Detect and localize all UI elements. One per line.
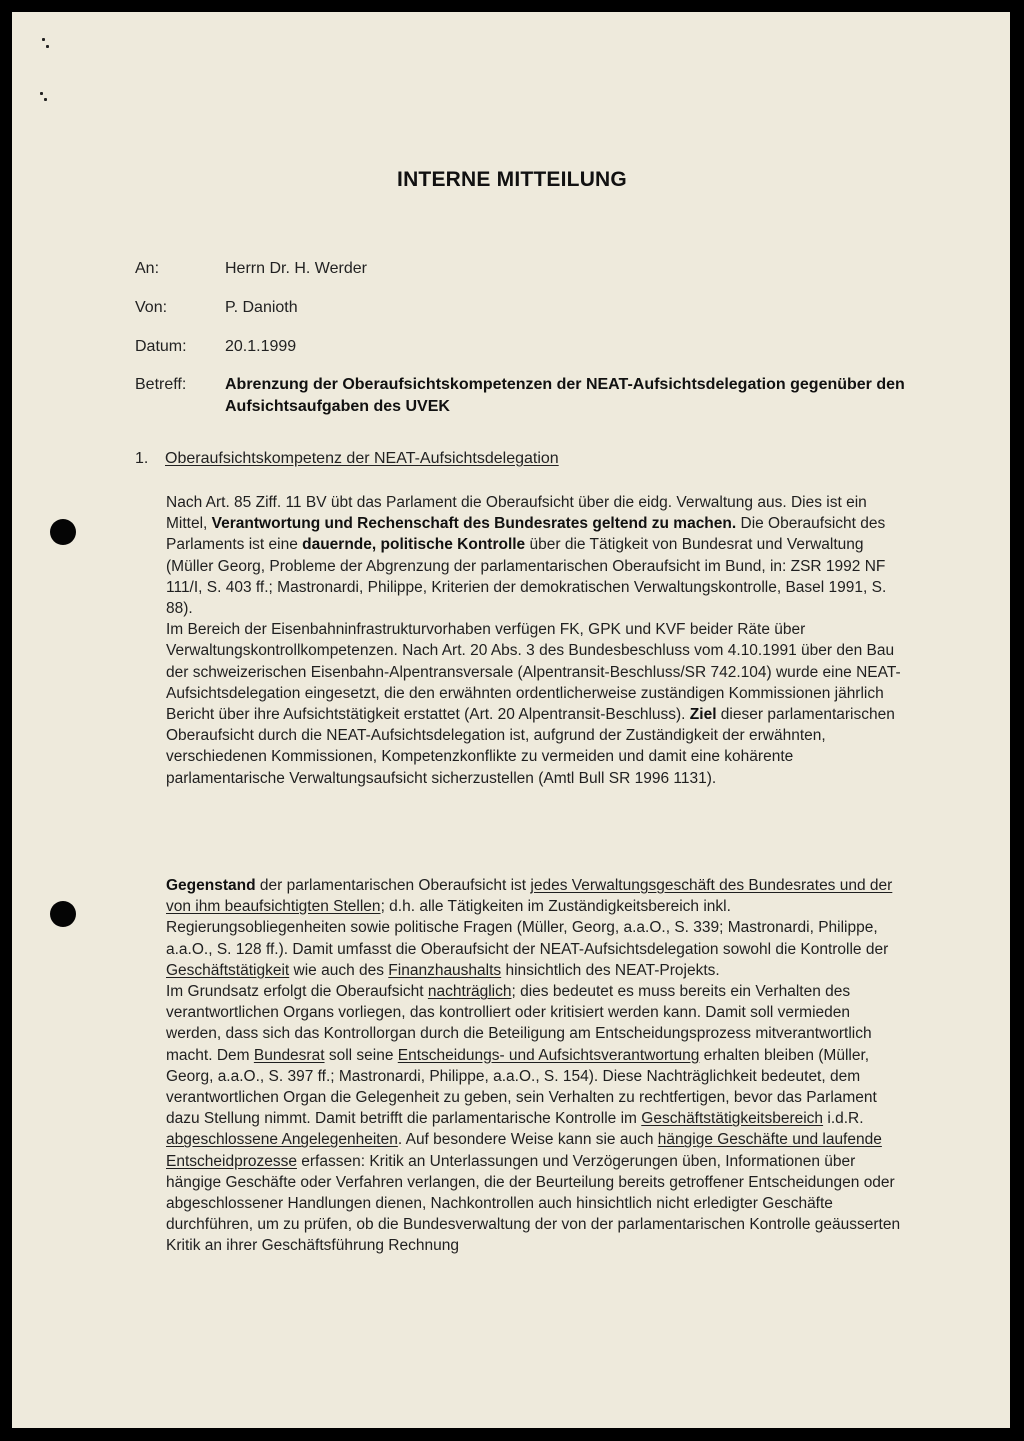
bold-text: dauernde, politische Kontrolle bbox=[302, 536, 526, 554]
date-label: Datum: bbox=[135, 338, 187, 355]
underlined-text: Geschäftstätigkeitsbereich bbox=[641, 1110, 824, 1128]
date-value: 20.1.1999 bbox=[225, 338, 297, 355]
underlined-text: nachträglich bbox=[427, 983, 512, 1001]
text-run: hinsichtlich des NEAT-Projekts. bbox=[501, 961, 720, 979]
text-run: über die Tätigkeit von Bundesrat und Verwaltung (Müller Georg, Probleme der Abgrenzung der parlamentarischen Oberaufsicht im Bund, in: ZSR 1992 NF 111/I, S. 403 ff.; Mastronardi, Philippe, Kriterien der demokratischen Verwaltungskontrolle, Basel 1991, S. 88). bbox=[166, 536, 887, 618]
subject-value: Abrenzung der Oberaufsichtskompetenzen der NEAT-Aufsichtsdelegation gegenüber den Aufsichtsaufgaben des UVEK bbox=[225, 376, 905, 415]
paragraph-text bbox=[166, 875, 906, 981]
underlined-text: Entscheidungs- und Aufsichtsverantwortung bbox=[397, 1046, 700, 1064]
text-run: Die Oberaufsicht des Parlaments ist eine bbox=[166, 515, 886, 554]
text-run: Nach Art. 85 Ziff. 11 BV übt das Parlament die Oberaufsicht über die eidg. Verwaltung aus. Dies ist ein Mittel, bbox=[166, 494, 867, 533]
text-run: ; dies bedeutet es muss bereits ein Verhalten des verantwortlichen Organs vorliegen, das kontrolliert oder kritisiert werden kann. Damit soll vermieden werden, dass sich das Kontrollorgan durch die Beteiligung am Entscheidungsprozess mitverantwortlich macht. Dem bbox=[166, 983, 872, 1064]
text-run: dieser parlamentarischen Oberaufsicht durch die NEAT-Aufsichtsdelegation ist, aufgrund der Zuständigkeit der erwähnten, verschiedenen Kommissionen, Kompetenzkonflikte zu vermeiden und damit eine kohärente parlamentarische Verwaltungsaufsicht sicherzustellen (Amtl Bull SR 1996 1131). bbox=[166, 706, 895, 787]
scan-speck bbox=[40, 92, 43, 95]
paragraph-text bbox=[166, 492, 906, 619]
scan-speck bbox=[46, 45, 49, 48]
text-run: ; d.h. alle Tätigkeiten im Zuständigkeitsbereich inkl. Regierungsobliegenheiten sowie politische Fragen (Müller, Georg, a.a.O., S. 339; Mastronardi, Philippe, a.a.O., S. 128 ff.). Damit umfasst die Oberaufsicht der NEAT-Aufsichtsdelegation sowohl die Kontrolle der bbox=[166, 898, 889, 958]
underlined-text: hängige Geschäfte und laufende Entscheidprozesse bbox=[166, 1131, 882, 1170]
paragraph-oversight bbox=[166, 492, 906, 789]
underlined-text: Bundesrat bbox=[253, 1046, 325, 1064]
text-run: . Auf besondere Weise kann sie auch bbox=[397, 1131, 658, 1149]
from-label: Von: bbox=[135, 299, 168, 316]
text-run: i.d.R. bbox=[823, 1110, 864, 1128]
section-number: 1. bbox=[135, 450, 149, 467]
page-title: INTERNE MITTEILUNG bbox=[397, 168, 627, 191]
text-run: Im Grundsatz erfolgt die Oberaufsicht bbox=[166, 983, 428, 1001]
text-run: Im Bereich der Eisenbahninfrastrukturvorhaben verfügen FK, GPK und KVF beider Räte über Verwaltungskontrollkompetenzen. Nach Art. 20 Abs. 3 des Bundesbeschluss vom 4.10.1991 über den Bau der schweizerischen Eisenbahn-Alpentransversale (Alpentransit-Beschluss/SR 742.104) wurde eine NEAT-Aufsichtsdelegation eingesetzt, die den erwähnten ordentlicherweise zuständigen Kommissionen jährlich Bericht über ihre Aufsichtstätigkeit erstattet (Art. 20 Alpentransit-Beschluss). bbox=[166, 621, 901, 724]
text-run: der parlamentarischen Oberaufsicht ist bbox=[255, 877, 531, 894]
bold-text: Ziel bbox=[689, 706, 717, 724]
underlined-text: abgeschlossene Angelegenheiten bbox=[166, 1131, 398, 1149]
section-title: Oberaufsichtskompetenz der NEAT-Aufsichtsdelegation bbox=[165, 450, 559, 467]
text-run: erfassen: Kritik an Unterlassungen und Verzögerungen üben, Informationen über hängige Geschäfte oder Verfahren verlangen, die der Beurteilung bereits getroffener Entscheidungen oder abgeschlossener Handlungen dienen, Nachkontrollen auch hinsichtlich nicht erledigter Geschäfte durchführen, um zu prüfen, ob die Bundesverwaltung der von der parlamentarischen Kontrolle geäusserten Kritik an ihrer Geschäftsführung Rechnung bbox=[166, 1152, 901, 1255]
text-run: erhalten bleiben (Müller, Georg, a.a.O., S. 397 ff.; Mastronardi, Philippe, a.a.O., S. 154). Diese Nachträglichkeit bedeutet, dem verantwortlichen Organ die Gelegenheit zu geben, sein Verhalten zu rechtfertigen, bevor das Parlament dazu Stellung nimmt. Damit betrifft die parlamentarische Kontrolle im bbox=[166, 1046, 877, 1128]
punch-hole bbox=[50, 901, 76, 927]
scan-speck bbox=[42, 38, 45, 41]
section-heading bbox=[135, 450, 559, 468]
bold-text: Gegenstand bbox=[166, 877, 256, 894]
to-value: Herrn Dr. H. Werder bbox=[225, 260, 367, 277]
to-label: An: bbox=[135, 260, 160, 277]
paragraph-text bbox=[166, 619, 906, 789]
document-page bbox=[12, 12, 1010, 1428]
text-run: wie auch des bbox=[289, 961, 389, 979]
underlined-text: Finanzhaushalts bbox=[388, 961, 502, 979]
paragraph-subject-matter bbox=[166, 875, 906, 1257]
underlined-text: Geschäftstätigkeit bbox=[166, 961, 290, 979]
punch-hole bbox=[50, 519, 76, 545]
paragraph-text bbox=[166, 981, 906, 1257]
bold-text: Verantwortung und Rechenschaft des Bundesrates geltend zu machen. bbox=[211, 515, 737, 533]
subject-label: Betreff: bbox=[135, 376, 187, 393]
text-run: soll seine bbox=[324, 1046, 398, 1064]
from-value: P. Danioth bbox=[225, 299, 298, 316]
underlined-text: jedes Verwaltungsgeschäft des Bundesrates und der von ihm beaufsichtigten Stellen bbox=[166, 877, 893, 916]
scan-speck bbox=[44, 98, 47, 101]
